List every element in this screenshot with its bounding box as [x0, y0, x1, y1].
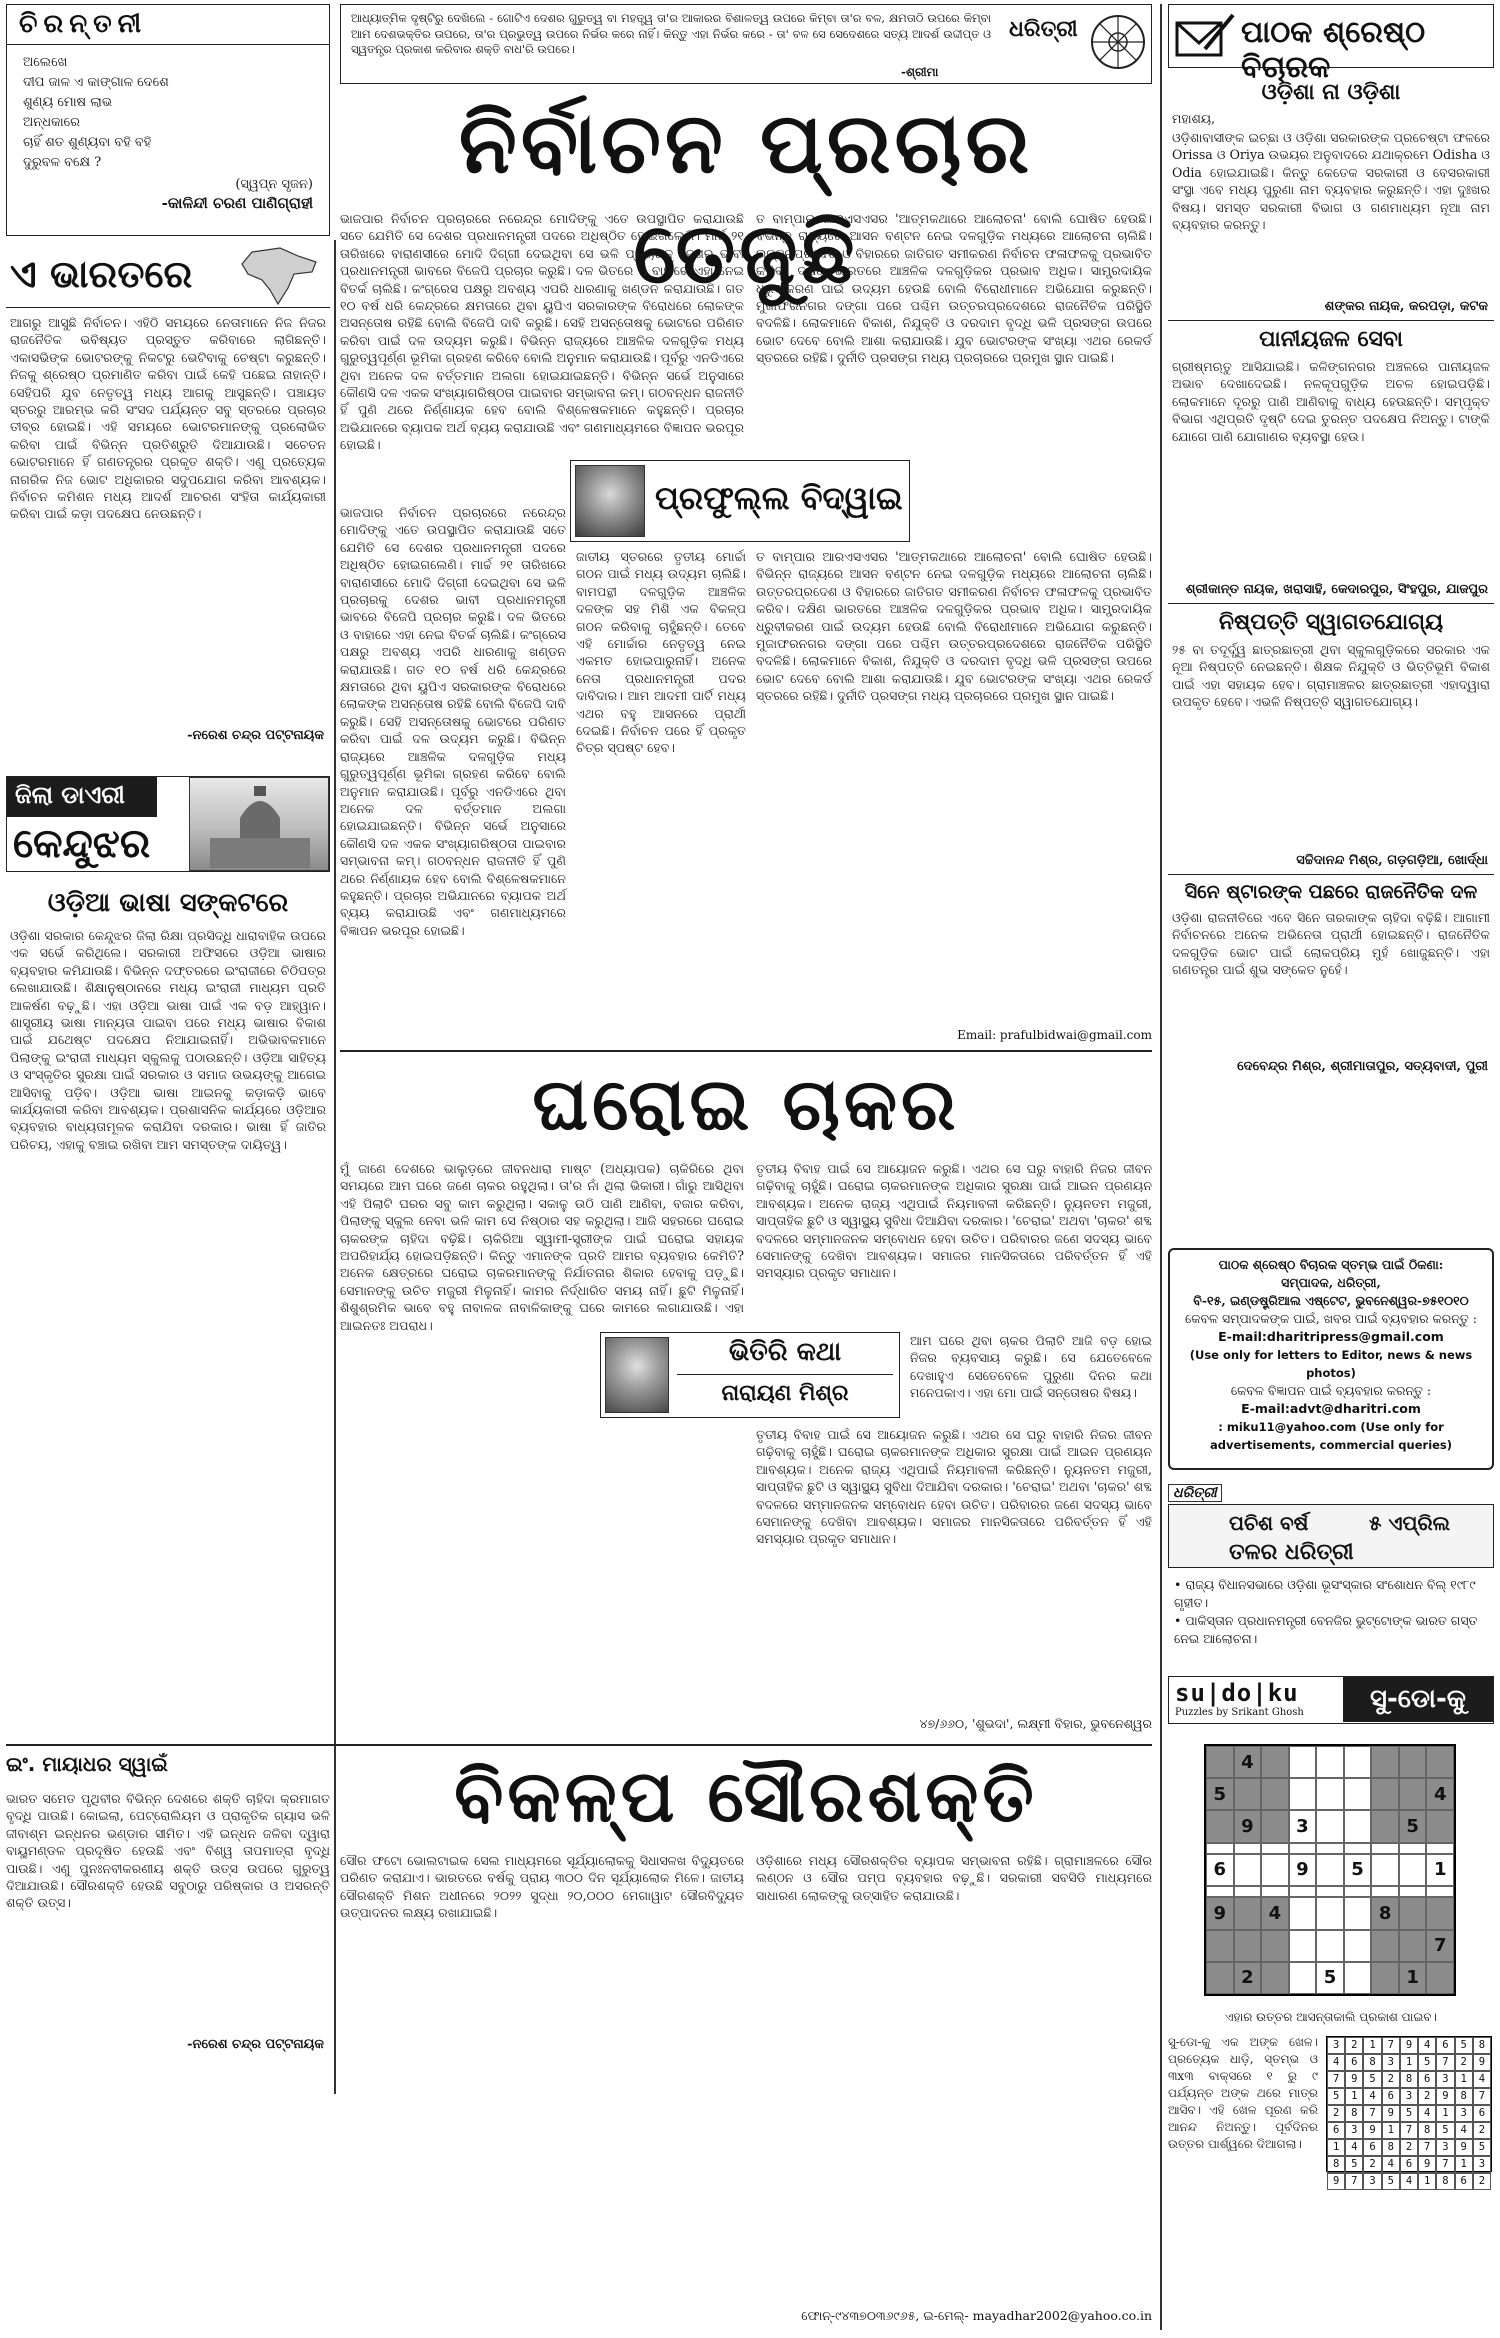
- sudoku-cell[interactable]: [1344, 1930, 1372, 1962]
- solution-cell: 8: [1473, 2037, 1491, 2054]
- temple-photo: [189, 777, 329, 871]
- archive-subtitle: ତଳର ଧରିତ୍ରୀ: [1229, 1539, 1354, 1565]
- dharitri-logo: ଧରିତ୍ରୀ: [1009, 17, 1078, 42]
- chirantani-box: [6, 4, 330, 236]
- solution-cell: 3: [1473, 2156, 1491, 2173]
- sudoku-cell[interactable]: 5: [1206, 1778, 1234, 1810]
- solution-cell: 6: [1400, 2156, 1418, 2173]
- archive-list: [1174, 1576, 1490, 1648]
- bharat-text: ଆଗରୁ ଆସୁଛି ନିର୍ବାଚନ। ଏହିଠି ସମୟରେ ନେତାମାନେ ନିଜ ନିଜର ରାଜନୈତିକ ଭବିଷ୍ୟତ ପ୍ରସ୍ତୁତ କରିବାରେ ଲାଗିଛନ୍ତି। ଏକାସଭିଙ୍କ ଭୋଟରଙ୍କୁ ନିକଟରୁ ଭେଟିବାକୁ ଚେଷ୍ଟା କରୁଛନ୍ତି। ନିଜକୁ ଶ୍ରେଷ୍ଠ ପ୍ରମାଣିତ କରିବା ପାଇଁ କେହି ପଛେଇ ନାହାନ୍ତି। ସେହିପରି ଯୁବ ନେତୃତ୍ୱ ମଧ୍ୟ ଆଗକୁ ଆସୁଛନ୍ତି। ପଞ୍ଚାୟତ ସ୍ତରରୁ ଆରମ୍ଭ କରି ସଂସଦ ପର୍ଯ୍ୟନ୍ତ ସବୁ ସ୍ତରରେ ପ୍ରଚାର ତୀବ୍ର ହୋଇଛି। ଏହି ସମୟରେ ଭୋଟରମାନଙ୍କୁ ପ୍ରଲୋଭିତ କରିବା ପାଇଁ ବିଭିନ୍ନ ପ୍ରତିଶ୍ରୁତି ଦିଆଯାଉଛି। ସଚେତନ ଭୋଟରମାନେ ହିଁ ଗଣତନ୍ତ୍ରର ପ୍ରକୃତ ଶକ୍ତି। ଏଣୁ ପ୍ରତ୍ୟେକ ନାଗରିକ ନିଜ ଭୋଟ ଅଧିକାରର ସଦୁପଯୋଗ କରିବା ଆବଶ୍ୟକ। ନିର୍ବାଚନ କମିଶନ ମଧ୍ୟ ଆଦର୍ଶ ଆଚରଣ ସଂହିତା କାର୍ଯ୍ୟକାରୀ କରିବା ପାଇଁ କଡ଼ା ପଦକ୍ଷେପ ନେଉଛନ୍ତି।: [10, 315, 326, 522]
- domestic-headline-box: [340, 1056, 1152, 1156]
- sudoku-cell[interactable]: [1261, 1962, 1289, 1994]
- archive-item-text: ପାକିସ୍ତାନ ପ୍ରଧାନମନ୍ତ୍ରୀ ବେନଜିର ଭୁଟ୍ଟୋଙ୍କ ଭାରତ ଗସ୍ତ ନେଇ ଆଲୋଚନା।: [1174, 1613, 1478, 1646]
- sudoku-cell[interactable]: [1261, 1746, 1289, 1778]
- solution-cell: 5: [1436, 2122, 1454, 2139]
- sudoku-cell[interactable]: 2: [1234, 1962, 1262, 1994]
- sudoku-cell[interactable]: [1316, 1843, 1344, 1854]
- solution-cell: 7: [1400, 2122, 1418, 2139]
- domestic-col3-top: ଆମ ଘରେ ଥିବା ଚାକର ପିଲାଟି ଆଜି ବଡ଼ ହୋଇ ନିଜର ବ୍ୟବସାୟ କରୁଛି। ସେ ଯେତେବେଳେ ଦେଖାହୁଏ ସେତେବେଳେ ପୁରୁଣା ଦିନର କଥା ମନେପକାଏ। ଏହା ମୋ ପାଇଁ ସନ୍ତୋଷର ବିଷୟ।: [910, 1333, 1152, 1401]
- letter4-author: ଦେବେନ୍ଦ୍ର ମିଶ୍ର, ଶ୍ରୀମାତାପୁର, ସତ୍ୟବାଦୀ, ପୁରୀ: [1237, 1059, 1488, 1074]
- sudoku-cell[interactable]: [1399, 1778, 1427, 1810]
- letter1-body: ଓଡ଼ିଶାବାସୀଙ୍କ ଇଚ୍ଛା ଓ ଓଡ଼ିଶା ସରକାରଙ୍କ ପ୍ରଚେଷ୍ଟା ଫଳରେ Orissa ଓ Oriya ଉଭୟର ଅନୁବାଦରେ ଯଥାକ୍ରମେ Odisha ଓ Odia ହୋଇଯାଇଛି। କିନ୍ତୁ କେତେକ ସରକାରୀ ଓ ବେସରକାରୀ ସଂସ୍ଥା ଏବେ ମଧ୍ୟ ପୁରୁଣା ନାମ ବ୍ୟବହାର କରୁଛନ୍ତି। ଏହା ଦୁଃଖର ବିଷୟ। ସମସ୍ତ ସରକାରୀ ବିଭାଗ ଓ ଗଣମାଧ୍ୟମ ନୂଆ ନାମ ବ୍ୟବହାର କରନ୍ତୁ।: [1172, 130, 1490, 233]
- letter3-author: ସଚ୍ଚିଦାନନ୍ଦ ମିଶ୍ର, ଗଡ଼ଗଡ଼ିଆ, ଖୋର୍ଦ୍ଧା: [1296, 853, 1488, 868]
- solution-cell: 6: [1327, 2122, 1345, 2139]
- solution-cell: 3: [1382, 2054, 1400, 2071]
- sudoku-cell[interactable]: [1316, 1810, 1344, 1842]
- contact-note2: କେବଳ ବିଜ୍ଞାପନ ପାଇଁ ବ୍ୟବହାର କରନ୍ତୁ :: [1230, 1383, 1432, 1398]
- solution-cell: 8: [1327, 2156, 1345, 2173]
- solution-cell: 8: [1382, 2139, 1400, 2156]
- lead-headline: ନିର୍ବାଚନ ପ୍ରଚାର ତେଜୁଛି: [458, 94, 1034, 302]
- domestic-col2-bottom: ତୃତୀୟ ବିବାହ ପାଇଁ ସେ ଆୟୋଜନ କରୁଛି। ଏଥର ସେ ଘରୁ ବାହାରି ନିଜର ଜୀବନ ଗଢ଼ିବାକୁ ଚାହୁଁଛି। ଘରୋଇ ଚାକରମାନଙ୍କ ଅଧିକାର ସୁରକ୍ଷା ପାଇଁ ଆଇନ ପ୍ରଣୟନ ଆବଶ୍ୟକ। ଅନେକ ରାଜ୍ୟ ଏଥିପାଇଁ ନିୟମାବଳୀ କରିଛନ୍ତି। ନ୍ୟୁନତମ ମଜୁରୀ, ସାପ୍ତାହିକ ଛୁଟି ଓ ସ୍ୱାସ୍ଥ୍ୟ ସୁବିଧା ଦିଆଯିବା ଦରକାର। 'ଚେରାଇ' ଅଥବା 'ଚାକର' ଶବ୍ଦ ବଦଳରେ ସମ୍ମାନଜନକ ସମ୍ବୋଧନ ହେବା ଉଚିତ। ପରିବାରର ଜଣେ ସଦସ୍ୟ ଭାବେ ସେମାନଙ୍କୁ ଦେଖିବା ଆବଶ୍ୟକ। ସମାଜର ମାନସିକତାରେ ପରିବର୍ତ୍ତନ ହିଁ ଏହି ସମସ୍ୟାର ପ୍ରକୃତ ସମାଧାନ।: [756, 1427, 1152, 1547]
- sudoku-brand-sub: Puzzles by Srikant Ghosh: [1175, 1707, 1304, 1718]
- temple-icon: [190, 778, 330, 872]
- sudoku-cell[interactable]: [1371, 1886, 1399, 1897]
- solution-cell: 8: [1400, 2071, 1418, 2088]
- sudoku-cell[interactable]: 9: [1206, 1897, 1234, 1929]
- sudoku-cell[interactable]: [1371, 1778, 1399, 1810]
- solution-cell: 7: [1327, 2071, 1345, 2088]
- solution-cell: 6: [1382, 2088, 1400, 2105]
- sudoku-cell[interactable]: 4: [1426, 1778, 1454, 1810]
- solution-cell: 9: [1363, 2122, 1381, 2139]
- archive-header: [1168, 1504, 1494, 1568]
- sudoku-cell[interactable]: [1399, 1930, 1427, 1962]
- sudoku-cell[interactable]: [1234, 1930, 1262, 1962]
- sudoku-cell[interactable]: [1206, 1843, 1234, 1854]
- lead-col1b: ଜାତୀୟ ସ୍ତରରେ ତୃତୀୟ ମୋର୍ଚ୍ଚା ଗଠନ ପାଇଁ ମଧ୍ୟ ଉଦ୍ୟମ ଚାଲିଛି। ବାମପନ୍ଥୀ ଦଳଗୁଡ଼ିକ ଆଞ୍ଚଳିକ ଦଳଙ୍କ ସହ ମିଶି ଏକ ବିକଳ୍ପ ଗଠନ କରିବାକୁ ଚାହୁଁଛନ୍ତି। ତେବେ ଏହି ମୋର୍ଚ୍ଚାର ନେତୃତ୍ୱ ନେଇ ଏକମତ ହୋଇପାରୁନାହିଁ। ଅନେକ ନେତା ପ୍ରଧାନମନ୍ତ୍ରୀ ପଦର ଦାବିଦାର। ଆମ ଆଦମୀ ପାର୍ଟି ମଧ୍ୟ ଏଥର ବହୁ ଆସନରେ ପ୍ରାର୍ଥୀ ଦେଇଛି। ନିର୍ବାଚନ ପରେ ହିଁ ପ୍ରକୃତ ଚିତ୍ର ସ୍ପଷ୍ଟ ହେବ।: [576, 549, 746, 756]
- sudoku-cell[interactable]: [1316, 1930, 1344, 1962]
- solution-cell: 9: [1345, 2071, 1363, 2088]
- contact-address: ବି-୧୫, ଇଣ୍ଡଷ୍ଟ୍ରିଆଲ ଏଷ୍ଟେଟ, ଭୁବନେଶ୍ୱର-୭୫୧୦୧୦: [1193, 1293, 1469, 1308]
- poem-credit: (ସ୍ୱପ୍ନ ସୃଜନ): [235, 177, 313, 192]
- letters-banner: [1168, 4, 1494, 85]
- sudoku-cell[interactable]: [1426, 1843, 1454, 1854]
- solution-cell: 7: [1345, 2173, 1363, 2190]
- column-rule: [1160, 4, 1162, 2330]
- sudoku-cell[interactable]: [1289, 1843, 1317, 1854]
- solution-cell: 1: [1455, 2156, 1473, 2173]
- sudoku-cell[interactable]: [1316, 1746, 1344, 1778]
- archive-item: • ପାକିସ୍ତାନ ପ୍ରଧାନମନ୍ତ୍ରୀ ବେନଜିର ଭୁଟ୍ଟୋଙ୍କ ଭାରତ ଗସ୍ତ ନେଇ ଆଲୋଚନା।: [1174, 1613, 1478, 1646]
- sudoku-cell[interactable]: [1344, 1886, 1372, 1897]
- poem-author: -କାଳିନ୍ଦୀ ଚରଣ ପାଣିଗ୍ରାହୀ: [161, 194, 313, 212]
- domestic-col1: ମୁଁ ଜାଣେ ଦେଶରେ ଭାଲୁଡ଼ରେ ଜୀବନଧାରା ମାଷ୍ଟ (ଅଧ୍ୟାପକ) ଚାକିରିରେ ଥିବା ସମୟରେ ଆମ ଘରେ ଜଣେ ଚାକର ରହୁଥିଲା। ତା'ର ନାଁ ଥିଲା ଭିକାରୀ। ଗାଁରୁ ଆସିଥିବା ଏହି ପିଲାଟି ଘରର ସବୁ କାମ କରୁଥିଲା। ସକାଳୁ ଉଠି ପାଣି ଆଣିବା, ବଜାର କରିବା, ପିଲାଙ୍କୁ ସ୍କୁଲ ନେବା ଭଳି କାମ ସେ ନିଷ୍ଠାର ସହ କରୁଥିଲା। ଆଜି ସହରରେ ଘରୋଇ ଚାକରଙ୍କ ଚାହିଦା ବଢ଼ିଛି। ଚାକିରିଆ ସ୍ୱାମୀ-ସ୍ତ୍ରୀଙ୍କ ପାଇଁ ଘରୋଇ ସହାୟକ ଅପରିହାର୍ଯ୍ୟ ହୋଇପଡ଼ିଛନ୍ତି। କିନ୍ତୁ ଏମାନଙ୍କ ପ୍ରତି ଆମର ବ୍ୟବହାର କେମିତି? ଅନେକ କ୍ଷେତ୍ରରେ ଘରୋଇ ଚାକରମାନଙ୍କୁ ନିର୍ଯାତନାର ଶିକାର ହେବାକୁ ପଡ଼ୁଛି। ସେମାନଙ୍କୁ ଉଚିତ ମଜୁରୀ ମିଳୁନାହିଁ। କାମର ନିର୍ଦ୍ଧାରିତ ସମୟ ନାହିଁ। ଛୁଟି ମିଳୁନାହିଁ। ଶିଶୁଶ୍ରମିକ ଭାବେ ବହୁ ନାବାଳକ ନାବାଳିକାଙ୍କୁ ଘରେ କାମରେ ଲଗାଯାଉଛି। ଏହା ଆଇନତଃ ଅପରାଧ।: [340, 1161, 744, 1333]
- sudoku-cell[interactable]: [1316, 1854, 1344, 1886]
- sudoku-cell[interactable]: [1234, 1778, 1262, 1810]
- section-rule: [340, 1050, 1152, 1052]
- sudoku-cell[interactable]: [1426, 1810, 1454, 1842]
- quote-box: [340, 4, 1152, 84]
- letter3-title: ନିଷ୍ପତ୍ତି ସ୍ୱାଗତଯୋଗ୍ୟ: [1168, 603, 1494, 641]
- solar-contact: ଫୋନ୍-୯୪୩୭୦୩୬୯୬୫, ଇ-ମେଲ୍- mayadhar2002@yahoo.co.in: [801, 2308, 1152, 2323]
- solution-cell: 3: [1345, 2122, 1363, 2139]
- poem-line: ଦୀପ ଜାଳ ଏ କାଙ୍ଗାଳ ଦେଶେ: [23, 75, 169, 90]
- chirantani-title: ଚିରନ୍ତନୀ: [7, 5, 329, 45]
- solution-cell: 4: [1418, 2105, 1436, 2122]
- contact-email1-note: (Use only for letters to Editor, news & news photos): [1189, 1348, 1473, 1380]
- solution-cell: 9: [1327, 2173, 1345, 2190]
- solution-cell: 1: [1363, 2037, 1381, 2054]
- solution-cell: 8: [1363, 2054, 1381, 2071]
- sudoku-cell[interactable]: [1316, 1886, 1344, 1897]
- sudoku-cell[interactable]: [1399, 1854, 1427, 1886]
- quote-text: ଆଧ୍ୟାତ୍ମିକ ଦୃଷ୍ଟିରୁ ଦେଖିଲେ - ଗୋଟିଏ ଦେଶର ଗୁରୁତ୍ୱ ବା ମହତ୍ତ୍ୱ ତା'ର ଆକାରର ବିଶାଳତ୍ୱ ଉପରେ କିମ୍ବା ତା'ର ବଳ, କ୍ଷମତାଠି ଉପରେ କିମ୍ବା ଆମ ଦେଶଭକ୍ତିର ଉପରେ, ତା'ର ପ୍ରଭୁତ୍ୱ ଉପରେ ନିର୍ଭର କରେ ନାହିଁ। କିନ୍ତୁ ଏହା ନିର୍ଭର କରେ - ତା' ବଳ ସେ ସେଦେଶରେ ସତ୍ୟ ଆଦର୍ଶ ଉଦ୍ଦୀପ୍ତ ଓ ସ୍ୱତନ୍ତ୍ର ପ୍ରକାଶ କରିବାର ଶକ୍ତି ବାଧ'ରି ଉପରେ।: [351, 11, 991, 56]
- solution-cell: 6: [1455, 2173, 1473, 2190]
- domestic-col2-top: ତୃତୀୟ ବିବାହ ପାଇଁ ସେ ଆୟୋଜନ କରୁଛି। ଏଥର ସେ ଘରୁ ବାହାରି ନିଜର ଜୀବନ ଗଢ଼ିବାକୁ ଚାହୁଁଛି। ଘରୋଇ ଚାକରମାନଙ୍କ ଅଧିକାର ସୁରକ୍ଷା ପାଇଁ ଆଇନ ପ୍ରଣୟନ ଆବଶ୍ୟକ। ଅନେକ ରାଜ୍ୟ ଏଥିପାଇଁ ନିୟମାବଳୀ କରିଛନ୍ତି। ନ୍ୟୁନତମ ମଜୁରୀ, ସାପ୍ତାହିକ ଛୁଟି ଓ ସ୍ୱାସ୍ଥ୍ୟ ସୁବିଧା ଦିଆଯିବା ଦରକାର। 'ଚେରାଇ' ଅଥବା 'ଚାକର' ଶବ୍ଦ ବଦଳରେ ସମ୍ମାନଜନକ ସମ୍ବୋଧନ ହେବା ଉଚିତ। ପରିବାରର ଜଣେ ସଦସ୍ୟ ଭାବେ ସେମାନଙ୍କୁ ଦେଖିବା ଆବଶ୍ୟକ। ସମାଜର ମାନସିକତାରେ ପରିବର୍ତ୍ତନ ହିଁ ଏହି ସମସ୍ୟାର ପ୍ରକୃତ ସମାଧାନ।: [756, 1161, 1152, 1281]
- sudoku-cell[interactable]: [1261, 1930, 1289, 1962]
- sudoku-cell[interactable]: [1399, 1897, 1427, 1929]
- solution-cell: 1: [1436, 2105, 1454, 2122]
- columnist-photo: [605, 1337, 669, 1413]
- sudoku-cell[interactable]: [1206, 1962, 1234, 1994]
- sudoku-grid[interactable]: [1204, 1744, 1456, 1996]
- sudoku-cell[interactable]: [1399, 1746, 1427, 1778]
- letters-column: [1168, 76, 1494, 1236]
- letter3-body: ୨୫ ବା ତଦୂର୍ଦ୍ଧ୍ୱ ଛାତ୍ରଛାତ୍ରୀ ଥିବା ସ୍କୁଲଗୁଡ଼ିକରେ ସରକାର ଏକ ନୂଆ ନିଷ୍ପତ୍ତି ନେଇଛନ୍ତି। ଶିକ୍ଷକ ନିଯୁକ୍ତି ଓ ଭିତ୍ତିଭୂମି ବିକାଶ ପାଇଁ ଏହା ସହାୟକ ହେବ। ଗ୍ରାମାଞ୍ଚଳର ଛାତ୍ରଛାତ୍ରୀ ଏହାଦ୍ୱାରା ଉପକୃତ ହେବେ। ଏଭଳି ନିଷ୍ପତ୍ତି ସ୍ୱାଗତଯୋଗ୍ୟ।: [1172, 642, 1490, 710]
- solution-cell: 1: [1400, 2054, 1418, 2071]
- solution-cell: 3: [1436, 2139, 1454, 2156]
- solution-cell: 9: [1473, 2054, 1491, 2071]
- solution-cell: 4: [1327, 2054, 1345, 2071]
- sudoku-cell[interactable]: [1206, 1810, 1234, 1842]
- bharat-title: ଏ ଭାରତରେ: [10, 252, 193, 296]
- solution-cell: 2: [1363, 2156, 1381, 2173]
- solution-cell: 1: [1345, 2088, 1363, 2105]
- solution-cell: 2: [1473, 2173, 1491, 2190]
- contact-email3[interactable]: : miku11@yahoo.com (Use only for: [1218, 1420, 1444, 1434]
- sudoku-cell[interactable]: [1344, 1897, 1372, 1929]
- letter1-author: ଶଙ୍କର ନାୟକ, କରପଡ଼ା, କଟକ: [1324, 299, 1488, 314]
- sudoku-cell[interactable]: 5: [1344, 1854, 1372, 1886]
- solution-cell: 9: [1382, 2105, 1400, 2122]
- archive-item: • ରାଜ୍ୟ ବିଧାନସଭାରେ ଓଡ଼ିଶା ଭୂସଂସ୍କାର ସଂଶୋଧନ ବିଲ୍ ୧୯୮୯ ଗୃହୀତ।: [1174, 1577, 1476, 1610]
- sudoku-cell[interactable]: [1234, 1854, 1262, 1886]
- archive-section: [1168, 1484, 1494, 1664]
- columnist-name: ନାରାୟଣ ମିଶ୍ର: [721, 1381, 849, 1406]
- india-map-icon: [232, 246, 322, 306]
- solution-cell: 7: [1436, 2054, 1454, 2071]
- odia-crisis-text: ଓଡ଼ିଶା ସରକାର କେନ୍ଦୁଝର ଜିଲା ରିକ୍ଷା ପ୍ରସିଦ୍ଧି ଧାରାବାହିକ ଉପରେ ଏକ ସର୍ଭେ କରିଥିଲେ। ସରକାରୀ ଅଫିସରେ ଓଡ଼ିଆ ଭାଷାର ବ୍ୟବହାର କମିଯାଉଛି। ବିଭିନ୍ନ ଦଫ୍ତରରେ ଇଂରାଜୀରେ ଚିଠିପତ୍ର ଲେଖାଯାଉଛି। ଶିକ୍ଷାନୁଷ୍ଠାନରେ ମଧ୍ୟ ଇଂରାଜୀ ମାଧ୍ୟମ ପ୍ରତି ଆକର୍ଷଣ ବଢ଼ୁଛି। ଏହା ଓଡ଼ିଆ ଭାଷା ପାଇଁ ଏକ ବଡ଼ ଆହ୍ୱାନ। ଶାସ୍ତ୍ରୀୟ ଭାଷା ମାନ୍ୟତା ପାଇବା ପରେ ମଧ୍ୟ ଭାଷାର ବିକାଶ ପାଇଁ ଯଥେଷ୍ଟ ପଦକ୍ଷେପ ନିଆଯାଇନାହିଁ। ଅଭିଭାବକମାନେ ପିଲାଙ୍କୁ ଇଂରାଜୀ ମାଧ୍ୟମ ସ୍କୁଲକୁ ପଠାଉଛନ୍ତି। ଓଡ଼ିଆ ସାହିତ୍ୟ ଓ ସଂସ୍କୃତିର ସୁରକ୍ଷା ପାଇଁ ସରକାର ଓ ସମାଜ ଉଭୟଙ୍କୁ ଆଗେଇ ଆସିବାକୁ ପଡ଼ିବ। ଓଡ଼ିଆ ଭାଷା ଆଇନକୁ କଡ଼ାକଡ଼ି ଭାବେ କାର୍ଯ୍ୟକାରୀ କରିବା ଆବଶ୍ୟକ। ପ୍ରଶାସନିକ କାର୍ଯ୍ୟରେ ଓଡ଼ିଆର ବ୍ୟବହାର ବାଧ୍ୟତାମୂଳକ କରାଯିବା ଦରକାର। ଭାଷା ହିଁ ଜାତିର ପରିଚୟ, ଏହାକୁ ବଞ୍ଚାଇ ରଖିବା ଆମ ସମସ୍ତଙ୍କ ଦାୟିତ୍ୱ।: [10, 928, 326, 1152]
- solution-cell: 2: [1455, 2054, 1473, 2071]
- solution-cell: 2: [1345, 2037, 1363, 2054]
- lead-col2-bottom: ତ ବାମ୍ପାର ଆରଏସଏସର 'ଆତ୍ମକଥାରେ ଆଲୋଚନା' ବୋଲି ଘୋଷିତ ହେଉଛି। ବିଭିନ୍ନ ରାଜ୍ୟରେ ଆସନ ବଣ୍ଟନ ନେଇ ଦଳଗୁଡ଼ିକ ମଧ୍ୟରେ ଆଲୋଚନା ଚାଲିଛି। ଉତ୍ତରପ୍ରଦେଶ ଓ ବିହାରରେ ଜାତିଗତ ସମୀକରଣ ନିର୍ବାଚନ ଫଳାଫଳକୁ ପ୍ରଭାବିତ କରିବ। ଦକ୍ଷିଣ ଭାରତରେ ଆଞ୍ଚଳିକ ଦଳଗୁଡ଼ିକର ପ୍ରଭାବ ଅଧିକ। ସାମ୍ପ୍ରଦାୟିକ ଧ୍ରୁବୀକରଣ ପାଇଁ ଉଦ୍ୟମ ହେଉଛି ବୋଲି ବିରୋଧୀମାନେ ଅଭିଯୋଗ କରୁଛନ୍ତି। ମୁଜାଫରନଗର ଦଙ୍ଗା ପରେ ପଶ୍ଚିମ ଉତ୍ତରପ୍ରଦେଶରେ ରାଜନୈତିକ ପରିସ୍ଥିତି ବଦଳିଛି। ଲୋକମାନେ ବିକାଶ, ନିଯୁକ୍ତି ଓ ଦରଦାମ ବୃଦ୍ଧି ଭଳି ପ୍ରସଙ୍ଗ ଉପରେ ଭୋଟ ଦେବେ ବୋଲି ଆଶା କରାଯାଉଛି। ଯୁବ ଭୋଟରଙ୍କ ସଂଖ୍ୟା ଏଥର ରେକର୍ଡ ସ୍ତରରେ ରହିଛି। ଦୁର୍ନୀତି ପ୍ରସଙ୍ଗ ମଧ୍ୟ ପ୍ରଚାରରେ ପ୍ରମୁଖ ସ୍ଥାନ ପାଇଛି।: [756, 549, 1152, 704]
- solution-cell: 1: [1382, 2122, 1400, 2139]
- solution-cell: 8: [1345, 2105, 1363, 2122]
- solution-cell: 7: [1382, 2037, 1400, 2054]
- sudoku-header: [1168, 1676, 1494, 1724]
- sudoku-cell[interactable]: [1289, 1778, 1317, 1810]
- sudoku-cell[interactable]: [1371, 1962, 1399, 1994]
- district-diary-label: ଜିଲା ଡାଏରୀ: [7, 777, 157, 817]
- sudoku-cell[interactable]: [1289, 1886, 1317, 1897]
- domestic-headline: ଘରୋଇ ଚାକର: [532, 1062, 960, 1146]
- solution-cell: 3: [1436, 2071, 1454, 2088]
- sudoku-brand: su|do|ku: [1175, 1679, 1299, 1707]
- sudoku-cell[interactable]: 4: [1234, 1746, 1262, 1778]
- letters-banner-title: ପାଠକ ଶ୍ରେଷ୍ଠ ବିଚାରକ: [1241, 15, 1426, 85]
- letter2-body: ଗ୍ରୀଷ୍ମଋତୁ ଆସିଯାଇଛି। କଳିଙ୍ଗନଗର ଅଞ୍ଚଳରେ ପାନୀୟଜଳ ଅଭାବ ଦେଖାଦେଇଛି। ନଳକୂପଗୁଡ଼ିକ ଅଚଳ ହୋଇପଡ଼ିଛି। ଲୋକମାନେ ଦୂରରୁ ପାଣି ଆଣିବାକୁ ବାଧ୍ୟ ହେଉଛନ୍ତି। ସମ୍ପୃକ୍ତ ବିଭାଗ ଏଥିପ୍ରତି ଦୃଷ୍ଟି ଦେଇ ତୁରନ୍ତ ପଦକ୍ଷେପ ନିଅନ୍ତୁ। ଟାଙ୍କି ଯୋଗେ ପାଣି ଯୋଗାଣର ବ୍ୟବସ୍ଥା ହେଉ।: [1172, 359, 1490, 444]
- solution-cell: 3: [1327, 2037, 1345, 2054]
- solution-cell: 5: [1455, 2037, 1473, 2054]
- solution-cell: 4: [1473, 2071, 1491, 2088]
- sudoku-cell[interactable]: 1: [1399, 1962, 1427, 1994]
- poem-line: ଦୁରୁବଳ ବକ୍ଷେ ?: [23, 155, 102, 170]
- sudoku-cell[interactable]: [1371, 1930, 1399, 1962]
- domestic-signoff: ୪୭/୬୬୦, 'ଶୁଭଦା', ଲକ୍ଷ୍ମୀ ବିହାର, ଭୁବନେଶ୍ୱର: [919, 1716, 1152, 1731]
- solution-cell: 8: [1418, 2122, 1436, 2139]
- sudoku-cell[interactable]: [1344, 1746, 1372, 1778]
- lead-col1-mid: ଭାଜପାର ନିର୍ବାଚନ ପ୍ରଚାରରେ ନରେନ୍ଦ୍ର ମୋଦିଙ୍କୁ ଏତେ ଉପସ୍ଥାପିତ କରାଯାଉଛି ସତେ ଯେମିତି ସେ ଦେଶର ପ୍ରଧାନମନ୍ତ୍ରୀ ପଦରେ ଅଧିଷ୍ଠିତ ହୋଇଗଲେଣି। ମାର୍ଚ୍ଚ ୨୧ ତାରିଖରେ ବାରାଣସୀରେ ମୋଦି ଦିଗ୍ଗୀ ଦେଇଥିବା ସେ ଭଳି ପ୍ରଚାରକୁ ଦେଶର ଭାବୀ ପ୍ରଧାନମନ୍ତ୍ରୀ ଭାବରେ ବିଜେପି ପ୍ରଚାର କରୁଛି। ଦଳ ଭିତରେ ଓ ବାହାରେ ଏହା ନେଇ ବିତର୍କ ଚାଲିଛି। କଂଗ୍ରେସ ପକ୍ଷରୁ ଅବଶ୍ୟ ଏପରି ଧାରଣାକୁ ଖଣ୍ଡନ କରାଯାଉଛି। ଗତ ୧୦ ବର୍ଷ ଧରି କେନ୍ଦ୍ରରେ କ୍ଷମତାରେ ଥିବା ୟୁପିଏ ସରକାରଙ୍କ ବିରୋଧରେ ଲୋକଙ୍କ ଅସନ୍ତୋଷ ରହିଛି ବୋଲି ବିଜେପି ଦାବି କରୁଛି। ସେହି ଅସନ୍ତୋଷକୁ ଭୋଟରେ ପରିଣତ କରିବା ପାଇଁ ଦଳ ଉଦ୍ୟମ କରୁଛି। ବିଭିନ୍ନ ରାଜ୍ୟରେ ଆଞ୍ଚଳିକ ଦଳଗୁଡ଼ିକ ମଧ୍ୟ ଗୁରୁତ୍ୱପୂର୍ଣ୍ଣ ଭୂମିକା ଗ୍ରହଣ କରିବେ ବୋଲି ଅନୁମାନ କରାଯାଉଛି। ପୂର୍ବରୁ ଏନଡିଏରେ ଥିବା ଅନେକ ଦଳ ବର୍ତ୍ତମାନ ଅଲଗା ହୋଇଯାଇଛନ୍ତି। ବିଭିନ୍ନ ସର୍ଭେ ଅନୁସାରେ କୌଣସି ଦଳ ଏକକ ସଂଖ୍ୟାଗରିଷ୍ଠତା ପାଇବାର ସମ୍ଭାବନା କମ୍। ଗଠବନ୍ଧନ ରାଜନୀତି ହିଁ ପୁଣି ଥରେ ନିର୍ଣ୍ଣାୟକ ହେବ ବୋଲି ବିଶ୍ଳେଷକମାନେ କହୁଛନ୍ତି। ପ୍ରଚାର ଅଭିଯାନରେ ବ୍ୟାପକ ଅର୍ଥ ବ୍ୟୟ କରାଯାଉଛି ଏବଂ ଗଣମାଧ୍ୟମରେ ବିଜ୍ଞାପନ ଭରପୂର ହୋଇଛି।: [340, 505, 566, 938]
- sudoku-cell[interactable]: 9: [1234, 1810, 1262, 1842]
- sudoku-cell[interactable]: 3: [1289, 1810, 1317, 1842]
- sudoku-cell[interactable]: [1261, 1886, 1289, 1897]
- sudoku-cell[interactable]: [1344, 1843, 1372, 1854]
- sudoku-cell[interactable]: [1344, 1962, 1372, 1994]
- sudoku-cell[interactable]: [1289, 1962, 1317, 1994]
- letter4-body: ଓଡ଼ିଶା ରାଜନୀତିରେ ଏବେ ସିନେ ତାରକାଙ୍କ ଚାହିଦା ବଢ଼ିଛି। ଆଗାମୀ ନିର୍ବାଚନରେ ଅନେକ ଅଭିନେତା ପ୍ରାର୍ଥୀ ହୋଇଛନ୍ତି। ରାଜନୈତିକ ଦଳଗୁଡ଼ିକ ଭୋଟ ପାଇଁ ଲୋକପ୍ରିୟ ମୁହଁ ଖୋଜୁଛନ୍ତି। ଏହା ଗଣତନ୍ତ୍ର ପାଇଁ ଶୁଭ ସଙ୍କେତ ନୁହେଁ।: [1172, 910, 1490, 978]
- sudoku-title: ସୁ-ଡୋ-କୁ: [1343, 1677, 1493, 1722]
- solution-cell: 2: [1382, 2071, 1400, 2088]
- solution-cell: 6: [1473, 2105, 1491, 2122]
- sudoku-cell[interactable]: [1371, 1854, 1399, 1886]
- sudoku-cell[interactable]: [1399, 1843, 1427, 1854]
- bharat-section: [6, 244, 330, 764]
- solution-cell: 6: [1345, 2054, 1363, 2071]
- column-rule: [334, 240, 336, 2094]
- sudoku-cell[interactable]: [1316, 1897, 1344, 1929]
- solution-cell: 5: [1363, 2071, 1381, 2088]
- solution-cell: 9: [1455, 2139, 1473, 2156]
- poem: [7, 45, 329, 173]
- contact-note1: କେବଳ ସମ୍ପାଦକଙ୍କ ପାଇଁ, ଖବର ପାଇଁ ବ୍ୟବହାର କରନ୍ତୁ :: [1185, 1311, 1477, 1326]
- solution-cell: 7: [1436, 2156, 1454, 2173]
- section-rule: [6, 1744, 1152, 1746]
- solution-cell: 6: [1436, 2037, 1454, 2054]
- poem-line: ଅନ୍ଧକାରେ: [23, 115, 80, 130]
- lead-author: ପ୍ରଫୁଲ୍ଲ ବିଦ୍ୱାଇ: [655, 479, 903, 517]
- district-diary: [6, 776, 330, 872]
- sudoku-cell[interactable]: [1206, 1746, 1234, 1778]
- district-name: କେନ୍ଦୁଝର: [13, 821, 151, 867]
- lead-col2-top: ତ ବାମ୍ପାର ଆରଏସଏସର 'ଆତ୍ମକଥାରେ ଆଲୋଚନା' ବୋଲି ଘୋଷିତ ହେଉଛି। ବିଭିନ୍ନ ରାଜ୍ୟରେ ଆସନ ବଣ୍ଟନ ନେଇ ଦଳଗୁଡ଼ିକ ମଧ୍ୟରେ ଆଲୋଚନା ଚାଲିଛି। ଉତ୍ତରପ୍ରଦେଶ ଓ ବିହାରରେ ଜାତିଗତ ସମୀକରଣ ନିର୍ବାଚନ ଫଳାଫଳକୁ ପ୍ରଭାବିତ କରିବ। ଦକ୍ଷିଣ ଭାରତରେ ଆଞ୍ଚଳିକ ଦଳଗୁଡ଼ିକର ପ୍ରଭାବ ଅଧିକ। ସାମ୍ପ୍ରଦାୟିକ ଧ୍ରୁବୀକରଣ ପାଇଁ ଉଦ୍ୟମ ହେଉଛି ବୋଲି ବିରୋଧୀମାନେ ଅଭିଯୋଗ କରୁଛନ୍ତି। ମୁଜାଫରନଗର ଦଙ୍ଗା ପରେ ପଶ୍ଚିମ ଉତ୍ତରପ୍ରଦେଶରେ ରାଜନୈତିକ ପରିସ୍ଥିତି ବଦଳିଛି। ଲୋକମାନେ ବିକାଶ, ନିଯୁକ୍ତି ଓ ଦରଦାମ ବୃଦ୍ଧି ଭଳି ପ୍ରସଙ୍ଗ ଉପରେ ଭୋଟ ଦେବେ ବୋଲି ଆଶା କରାଯାଉଛି। ଯୁବ ଭୋଟରଙ୍କ ସଂଖ୍ୟା ଏଥର ରେକର୍ଡ ସ୍ତରରେ ରହିଛି। ଦୁର୍ନୀତି ପ୍ରସଙ୍ଗ ମଧ୍ୟ ପ୍ରଚାରରେ ପ୍ରମୁଖ ସ୍ଥାନ ପାଇଛି।: [756, 211, 1152, 366]
- sudoku-cell[interactable]: [1234, 1897, 1262, 1929]
- solution-cell: 9: [1418, 2156, 1436, 2173]
- sudoku-cell[interactable]: 4: [1261, 1897, 1289, 1929]
- contact-editor: ସମ୍ପାଦକ, ଧରିତ୍ରୀ,: [1281, 1275, 1381, 1290]
- author-photo: [575, 465, 645, 537]
- sudoku-cell[interactable]: [1289, 1746, 1317, 1778]
- lead-email: Email: prafulbidwai@gmail.com: [957, 1028, 1152, 1042]
- sudoku-cell[interactable]: [1206, 1886, 1234, 1897]
- sudoku-cell[interactable]: 6: [1206, 1854, 1234, 1886]
- bharat-author: -ନରେଶ ଚନ୍ଦ୍ର ପଟ୍ଟନାୟକ: [187, 728, 324, 743]
- solution-cell: 8: [1436, 2173, 1454, 2190]
- sudoku-cell[interactable]: [1261, 1778, 1289, 1810]
- solution-cell: 4: [1455, 2122, 1473, 2139]
- sudoku-section: [1168, 1676, 1494, 2330]
- sudoku-cell[interactable]: [1426, 1886, 1454, 1897]
- odia-crisis-headline: ଓଡ଼ିଆ ଭାଷା ସଙ୍କଟରେ: [47, 888, 289, 918]
- solution-cell: 4: [1382, 2156, 1400, 2173]
- solution-cell: 6: [1363, 2139, 1381, 2156]
- quote-author: -ଶ୍ରୀମା: [901, 65, 939, 79]
- solution-cell: 3: [1455, 2105, 1473, 2122]
- solution-cell: 5: [1400, 2105, 1418, 2122]
- solution-cell: 7: [1363, 2105, 1381, 2122]
- sudoku-cell[interactable]: [1289, 1897, 1317, 1929]
- sudoku-cell[interactable]: [1426, 1746, 1454, 1778]
- sudoku-cell[interactable]: [1261, 1810, 1289, 1842]
- solution-cell: 3: [1363, 2173, 1381, 2190]
- solution-cell: 5: [1418, 2054, 1436, 2071]
- sudoku-cell[interactable]: 5: [1399, 1810, 1427, 1842]
- odia-crisis-author: -ନରେଶ ଚନ୍ଦ୍ର ପଟ୍ଟନାୟକ: [187, 2037, 324, 2052]
- solar-col1: ଭାରତ ସମେତ ପୃଥିବୀର ବିଭିନ୍ନ ଦେଶରେ ଶକ୍ତି ଚାହିଦା କ୍ରମାଗତ ବୃଦ୍ଧି ପାଉଛି। କୋଇଲା, ପେଟ୍ରୋଲିୟମ ଓ ପ୍ରାକୃତିକ ଗ୍ୟାସ ଭଳି ଜୀବାଶ୍ମ ଇନ୍ଧନର ଭଣ୍ଡାର ସୀମିତ। ଏହି ଇନ୍ଧନ ଜଳିବା ଦ୍ୱାରା ବାୟୁମଣ୍ଡଳ ପ୍ରଦୂଷିତ ହେଉଛି ଏବଂ ବିଶ୍ୱ ତାପମାତ୍ରା ବୃଦ୍ଧି ପାଉଛି। ଏଣୁ ପୁନଃନବୀକରଣୀୟ ଶକ୍ତି ଉତ୍ସ ଉପରେ ଗୁରୁତ୍ୱ ଦିଆଯାଉଛି। ସୌରଶକ୍ତି ହେଉଛି ସବୁଠାରୁ ପରିଷ୍କାର ଓ ଅସରନ୍ତି ଶକ୍ତି ଉତ୍ସ।: [6, 1791, 330, 1911]
- column-label-box: [600, 1332, 900, 1418]
- solution-cell: 4: [1363, 2088, 1381, 2105]
- archive-logo: ଧରିତ୍ରୀ: [1168, 1484, 1222, 1502]
- solution-cell: 9: [1400, 2037, 1418, 2054]
- solution-cell: 3: [1400, 2088, 1418, 2105]
- sudoku-cell[interactable]: 5: [1316, 1962, 1344, 1994]
- sudoku-cell[interactable]: [1371, 1746, 1399, 1778]
- sudoku-cell[interactable]: 9: [1289, 1854, 1317, 1886]
- envelope-pen-icon: [1175, 11, 1235, 61]
- solution-cell: 2: [1400, 2139, 1418, 2156]
- solution-cell: 1: [1327, 2139, 1345, 2156]
- sudoku-cell[interactable]: [1371, 1810, 1399, 1842]
- sudoku-cell[interactable]: [1426, 1897, 1454, 1929]
- sudoku-cell[interactable]: [1234, 1886, 1262, 1897]
- letter2-author: ଶ୍ରୀକାନ୍ତ ନାୟକ, ଖରାସାହି, କେଦାରପୁର, ସିଂହପୁର, ଯାଜପୁର: [1185, 582, 1488, 597]
- letter4-title: ସିନେ ଷ୍ଟାରଙ୍କ ପଛରେ ରାଜନୈତିକ ଦଳ: [1168, 874, 1494, 909]
- solar-headline: ବିକଳ୍ପ ସୌରଶକ୍ତି: [454, 1754, 1038, 1838]
- sudoku-cell[interactable]: [1426, 1962, 1454, 1994]
- solution-cell: 9: [1436, 2088, 1454, 2105]
- solution-cell: 7: [1473, 2088, 1491, 2105]
- poem-line: ଅଲେଖେ: [23, 55, 68, 70]
- letter1-title: ଓଡ଼ିଶା ନା ଓଡ଼ିଶା: [1261, 80, 1401, 105]
- sudoku-cell[interactable]: [1289, 1930, 1317, 1962]
- contact-box: [1168, 1248, 1494, 1470]
- sudoku-cell[interactable]: [1399, 1886, 1427, 1897]
- letter2-title: ପାନୀୟଜଳ ସେବା: [1168, 320, 1494, 358]
- sudoku-cell[interactable]: 8: [1371, 1897, 1399, 1929]
- contact-email2[interactable]: E-mail:advt@dharitri.com: [1241, 1401, 1421, 1416]
- sudoku-cell[interactable]: [1371, 1843, 1399, 1854]
- archive-item-text: ରାଜ୍ୟ ବିଧାନସଭାରେ ଓଡ଼ିଶା ଭୂସଂସ୍କାର ସଂଶୋଧନ ବିଲ୍ ୧୯୮୯ ଗୃହୀତ।: [1174, 1577, 1476, 1610]
- lead-col1-top: ଭାଜପାର ନିର୍ବାଚନ ପ୍ରଚାରରେ ନରେନ୍ଦ୍ର ମୋଦିଙ୍କୁ ଏତେ ଉପସ୍ଥାପିତ କରାଯାଉଛି ସତେ ଯେମିତି ସେ ଦେଶର ପ୍ରଧାନମନ୍ତ୍ରୀ ପଦରେ ଅଧିଷ୍ଠିତ ହୋଇଗଲେଣି। ମାର୍ଚ୍ଚ ୨୧ ତାରିଖରେ ବାରାଣସୀରେ ମୋଦି ଦିଗ୍ଗୀ ଦେଇଥିବା ସେ ଭଳି ପ୍ରଚାରକୁ ଦେଶର ଭାବୀ ପ୍ରଧାନମନ୍ତ୍ରୀ ଭାବରେ ବିଜେପି ପ୍ରଚାର କରୁଛି। ଦଳ ଭିତରେ ଓ ବାହାରେ ଏହା ନେଇ ବିତର୍କ ଚାଲିଛି। କଂଗ୍ରେସ ପକ୍ଷରୁ ଅବଶ୍ୟ ଏପରି ଧାରଣାକୁ ଖଣ୍ଡନ କରାଯାଉଛି। ଗତ ୧୦ ବର୍ଷ ଧରି କେନ୍ଦ୍ରରେ କ୍ଷମତାରେ ଥିବା ୟୁପିଏ ସରକାରଙ୍କ ବିରୋଧରେ ଲୋକଙ୍କ ଅସନ୍ତୋଷ ରହିଛି ବୋଲି ବିଜେପି ଦାବି କରୁଛି। ସେହି ଅସନ୍ତୋଷକୁ ଭୋଟରେ ପରିଣତ କରିବା ପାଇଁ ଦଳ ଉଦ୍ୟମ କରୁଛି। ବିଭିନ୍ନ ରାଜ୍ୟରେ ଆଞ୍ଚଳିକ ଦଳଗୁଡ଼ିକ ମଧ୍ୟ ଗୁରୁତ୍ୱପୂର୍ଣ୍ଣ ଭୂମିକା ଗ୍ରହଣ କରିବେ ବୋଲି ଅନୁମାନ କରାଯାଉଛି। ପୂର୍ବରୁ ଏନଡିଏରେ ଥିବା ଅନେକ ଦଳ ବର୍ତ୍ତମାନ ଅଲଗା ହୋଇଯାଇଛନ୍ତି। ବିଭିନ୍ନ ସର୍ଭେ ଅନୁସାରେ କୌଣସି ଦଳ ଏକକ ସଂଖ୍ୟାଗରିଷ୍ଠତା ପାଇବାର ସମ୍ଭାବନା କମ୍। ଗଠବନ୍ଧନ ରାଜନୀତି ହିଁ ପୁଣି ଥରେ ନିର୍ଣ୍ଣାୟକ ହେବ ବୋଲି ବିଶ୍ଳେଷକମାନେ କହୁଛନ୍ତି। ପ୍ରଚାର ଅଭିଯାନରେ ବ୍ୟାପକ ଅର୍ଥ ବ୍ୟୟ କରାଯାଉଛି ଏବଂ ଗଣମାଧ୍ୟମରେ ବିଜ୍ଞାପନ ଭରପୂର ହୋଇଛି।: [340, 211, 744, 453]
- letter1-salutation: ମହାଶୟ,: [1172, 111, 1216, 126]
- contact-title: ପାଠକ ଶ୍ରେଷ୍ଠ ବିଚାରକ ସ୍ତମ୍ଭ ପାଇଁ ଠିକଣା:: [1218, 1257, 1444, 1272]
- solar-byline: ଇଂ. ମାୟାଧର ସ୍ୱାଇଁ: [6, 1752, 168, 1776]
- poem-line: ଚାହିଁ ଶତ ଶୁଣ୍ୟବା ବହି ବହି: [23, 135, 152, 150]
- solar-headline-box: [340, 1748, 1152, 1848]
- sudoku-cell[interactable]: [1316, 1778, 1344, 1810]
- sudoku-cell[interactable]: [1261, 1854, 1289, 1886]
- column-label: ଭିତିରି କଥା: [677, 1337, 893, 1375]
- sudoku-cell[interactable]: [1206, 1930, 1234, 1962]
- contact-email3-note: advertisements, commercial queries): [1209, 1438, 1453, 1452]
- sudoku-cell[interactable]: [1344, 1778, 1372, 1810]
- solution-cell: 7: [1418, 2139, 1436, 2156]
- solution-cell: 6: [1418, 2071, 1436, 2088]
- contact-email1[interactable]: E-mail:dharitripress@gmail.com: [1218, 1329, 1444, 1344]
- wheel-icon: [1089, 13, 1147, 71]
- solution-cell: 5: [1473, 2139, 1491, 2156]
- author-box: [570, 460, 910, 542]
- solution-cell: 5: [1345, 2156, 1363, 2173]
- solution-cell: 8: [1455, 2088, 1473, 2105]
- solution-cell: 2: [1327, 2105, 1345, 2122]
- solar-col2: ସୌର ଫଟୋ ଭୋଲଟାଇକ ସେଲ ମାଧ୍ୟମରେ ସୂର୍ଯ୍ୟାଲୋକକୁ ସିଧାସଳଖ ବିଦ୍ୟୁତରେ ପରିଣତ କରାଯାଏ। ଭାରତରେ ବର୍ଷକୁ ପ୍ରାୟ ୩୦୦ ଦିନ ସୂର୍ଯ୍ୟାଲୋକ ମିଳେ। ଜାତୀୟ ସୌରଶକ୍ତି ମିଶନ ଅଧୀନରେ ୨୦୨୨ ସୁଦ୍ଧା ୨୦,୦୦୦ ମେଗାୱାଟ ସୌରବିଦ୍ୟୁତ ଉତ୍ପାଦନର ଲକ୍ଷ୍ୟ ରଖାଯାଇଛି।: [340, 1853, 744, 1921]
- solution-cell: 5: [1382, 2173, 1400, 2190]
- archive-years: ପଚିଶ ବର୍ଷ: [1229, 1511, 1309, 1535]
- sudoku-cell[interactable]: 1: [1426, 1854, 1454, 1886]
- solution-cell: 2: [1418, 2088, 1436, 2105]
- archive-date: ୫ ଏପ୍ରିଲ: [1369, 1511, 1451, 1535]
- sudoku-rules: ସୁ-ଡୋ-କୁ ଏକ ଅଙ୍କ ଖେଳ। ପ୍ରତ୍ୟେକ ଧାଡ଼ି, ସ୍ତମ୍ଭ ଓ ୩x୩ ବାକ୍ସରେ ୧ ରୁ ୯ ପର୍ଯ୍ୟନ୍ତ ଅଙ୍କ ଥରେ ମାତ୍ର ଆସିବ। ଏହି ଖେଳ ପୂରଣ କରି ଆନନ୍ଦ ନିଅନ୍ତୁ। ପୂର୍ବଦିନର ଉତ୍ତର ପାର୍ଶ୍ୱରେ ଦିଆଗଲା।: [1168, 2035, 1318, 2151]
- solution-cell: 5: [1327, 2088, 1345, 2105]
- solution-cell: 4: [1418, 2037, 1436, 2054]
- solar-col3: ଓଡ଼ିଶାରେ ମଧ୍ୟ ସୌରଶକ୍ତିର ବ୍ୟାପକ ସମ୍ଭାବନା ରହିଛି। ଗ୍ରାମାଞ୍ଚଳରେ ସୌର ଲଣ୍ଠନ ଓ ସୌର ପମ୍ପ ବ୍ୟବହାର ବଢ଼ୁଛି। ସରକାରୀ ସବସିଡି ମାଧ୍ୟମରେ ସାଧାରଣ ଲୋକଙ୍କୁ ଉତ୍ସାହିତ କରାଯାଉଛି।: [756, 1853, 1152, 1903]
- sudoku-cell[interactable]: 7: [1426, 1930, 1454, 1962]
- solution-cell: 1: [1455, 2071, 1473, 2088]
- solution-cell: 4: [1345, 2139, 1363, 2156]
- sudoku-cell[interactable]: [1261, 1843, 1289, 1854]
- solution-cell: 4: [1400, 2173, 1418, 2190]
- poem-line: ଶୁଣ୍ୟ ମୋଷ ଲାଭ: [23, 95, 113, 110]
- solution-cell: 2: [1473, 2122, 1491, 2139]
- sudoku-previous-solution: [1326, 2036, 1492, 2187]
- solution-cell: 1: [1418, 2173, 1436, 2190]
- sudoku-answer-note: ଏହାର ଉତ୍ତର ଆସନ୍ତାକାଲି ପ୍ରକାଶ ପାଇବ।: [1225, 2010, 1437, 2024]
- sudoku-cell[interactable]: [1344, 1810, 1372, 1842]
- sudoku-cell[interactable]: [1234, 1843, 1262, 1854]
